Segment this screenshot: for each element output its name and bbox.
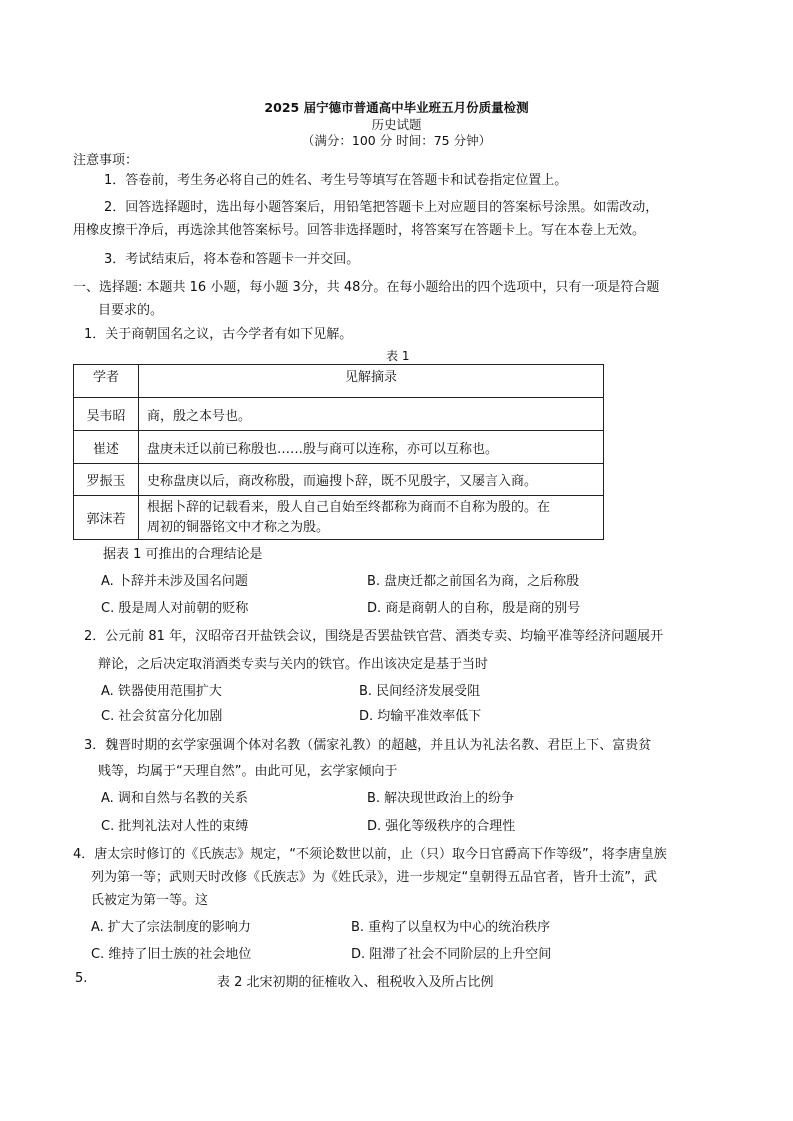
row-view: 盘庚未迁以前已称殷也……殷与商可以连称，亦可以互称也。 [139,431,604,464]
q3-stem-line1: 3．魏晋时期的玄学家强调个体对名教（儒家礼教）的超越，并且认为礼法名教、君臣上下、富贵贫 [84,738,652,753]
table-row [74,431,604,464]
row-view-line: 根据卜辞的记载看来，殷人自己自始至终都称为商而不自称为殷的。在 [147,499,551,515]
table-row [74,464,604,496]
row-scholar: 郭沫若 [74,496,139,540]
q2-stem-line1: 2．公元前 81 年，汉昭帝召开盐铁会议，围绕是否罢盐铁官营、酒类专卖、均输平准等经济问题展开 [84,629,664,644]
q1-option-a[interactable]: A. 卜辞并未涉及国名问题 [101,574,248,589]
exam-meta: （满分：100 分 时间：75 分钟） [301,133,492,148]
q3-stem-line2: 贱等，均属于“天理自然”。由此可见，玄学家倾向于 [98,764,398,779]
q1-option-c[interactable]: C. 殷是周人对前朝的贬称 [101,601,249,616]
q2-option-a[interactable]: A. 铁器使用范围扩大 [101,684,222,699]
row-view [139,496,604,540]
q4-option-a[interactable]: A. 扩大了宗法制度的影响力 [91,920,251,935]
q2-stem-line2: 辩论，之后决定取消酒类专卖与关内的铁官。作出该决定是基于当时 [98,657,489,672]
note-2-line1: 2．回答选择题时，选出每小题答案后，用铅笔把答题卡上对应题目的答案标号涂黑。如需改动， [104,200,659,215]
q3-option-c[interactable]: C. 批判礼法对人性的束缚 [101,819,249,834]
note-2-line2: 用橡皮擦干净后，再选涂其他答案标号。回答非选择题时，将答案写在答题卡上。写在本卷上无效。 [73,223,646,238]
row-scholar: 罗振玉 [74,464,139,496]
header-scholar: 学者 [74,365,139,398]
q1-ask: 据表 1 可推出的合理结论是 [103,547,263,562]
table2-caption: 表 2 北宋初期的征榷收入、租税收入及所占比例 [217,975,494,990]
q4-option-c[interactable]: C. 维持了旧士族的社会地位 [91,947,252,962]
table-row [74,398,604,431]
q3-option-b[interactable]: B. 解决现世政治上的纷争 [367,791,515,806]
note-1: 1．答卷前，考生务必将自己的姓名、考生号等填写在答题卡和试卷指定位置上。 [104,173,568,188]
q4-stem-line1: 4．唐太宗时修订的《氏族志》规定，“不须论数世以前，止（只）取今日官爵高下作等级”，将李唐皇族 [73,847,667,862]
exam-subject: 历史试题 [371,117,422,132]
q1-option-b[interactable]: B. 盘庚迁都之前国名为商，之后称殷 [367,574,580,589]
row-scholar: 吴韦昭 [74,398,139,431]
section-heading-line1: 一、选择题: 本题共 16 小题，每小题 3分，共 48分。在每小题给出的四个选项中，只有一项是符合题 [73,280,660,295]
notes-heading: 注意事项： [73,153,139,168]
table-header-row [74,365,604,398]
q3-option-d[interactable]: D. 强化等级秩序的合理性 [367,819,516,834]
q4-stem-line3: 氏被定为第一等。这 [91,893,209,908]
q2-option-b[interactable]: B. 民间经济发展受阻 [359,684,481,699]
note-3: 3．考试结束后，将本卷和答题卡一并交回。 [104,252,360,267]
table-row [74,496,604,540]
table-1 [73,364,604,540]
row-view-line: 周初的铜器铭文中才称之为殷。 [147,519,330,535]
q5-number: 5. [75,971,88,986]
q1-option-d[interactable]: D. 商是商朝人的自称，殷是商的别号 [367,601,581,616]
exam-title: 2025 届宁德市普通高中毕业班五月份质量检测 [264,100,529,115]
q1-stem: 1．关于商朝国名之议，古今学者有如下见解。 [84,327,353,342]
row-view: 商，殷之本号也。 [139,398,604,431]
q4-stem-line2: 列为第一等；武则天时改修《氏族志》为《姓氏录》，进一步规定“皇朝得五品官者，皆升士流”，武 [91,870,657,885]
row-view: 史称盘庚以后，商改称殷，而遍搜卜辞，既不见殷字，又屡言入商。 [139,464,604,496]
table1-caption: 表 1 [386,349,410,363]
row-scholar: 崔述 [74,431,139,464]
q4-option-d[interactable]: D. 阻滞了社会不同阶层的上升空间 [351,947,552,962]
q4-option-b[interactable]: B. 重构了以皇权为中心的统治秩序 [351,920,551,935]
section-heading-line2: 目要求的。 [98,303,164,318]
q2-option-c[interactable]: C. 社会贫富分化加剧 [101,709,223,724]
q3-option-a[interactable]: A. 调和自然与名教的关系 [101,791,248,806]
header-view: 见解摘录 [139,365,604,398]
q2-option-d[interactable]: D. 均输平准效率低下 [359,709,482,724]
